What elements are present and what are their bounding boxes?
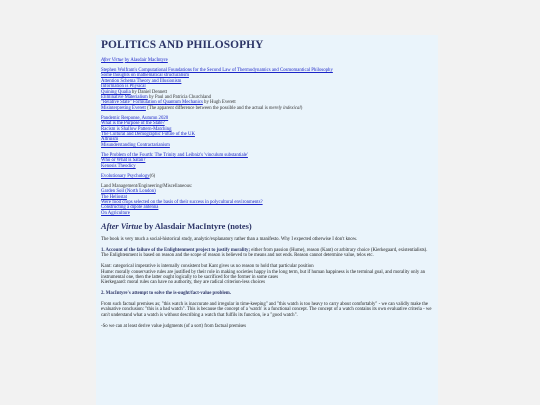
page-content (96, 35, 438, 405)
food-crops-link[interactable]: Were food crops selected on the basis of their success in polycultural environments? (101, 199, 263, 205)
list-item-suffix: (The apparent difference between the possible and the actual is (145, 105, 270, 111)
racism-link[interactable]: Racism is Shallow Pattern-Matching (101, 126, 172, 132)
heliostat-link[interactable]: The Heliostat (101, 194, 127, 200)
notes-heading (101, 222, 433, 231)
section2-title: 2. MacIntyre's attempt to solve the is-ought/fact-value problem. (101, 291, 231, 297)
notes-heading-title: After Virtue (101, 222, 143, 232)
philosophy-links (101, 68, 433, 111)
structuralism-link[interactable]: Some thoughts on mathematical structuralism (101, 73, 189, 79)
theology-links (101, 153, 433, 169)
pandemic-link[interactable]: Pandemic Response, Autumn 2020 (101, 115, 169, 121)
list-item (101, 211, 433, 216)
section2-paragraph: From such factual premises as; "this watch is inaccurate and irregular in time-keeping" and "this watch is too heavy to carry about comfortably" - we can validly make the evaluative conclusion: "this is a bad watch". This is because the concept of a 'watch' is a functional concept. The concept of a watch contains its own evaluative criteria - we can't understand what a watch is without describing a watch that fulfils its function, ie a "good watch". (101, 301, 432, 318)
intro-paragraph: The book is very much a social-historical study, analytic/explanatory rather than a manifesto. Why I expected otherwise I don't know. (101, 237, 358, 243)
misc-links (101, 184, 433, 216)
altruism-link[interactable]: Altruism (101, 137, 119, 143)
kant-line: Kant: categorical imperative is internally consistent but Kant gives us no reason to hold that particular position (101, 264, 314, 270)
trinity-link[interactable]: The Problem of the Fourth: The Trinity and Leibniz's 'vinculum substantiale' (101, 152, 248, 158)
section2-tail: -So we can at least derive value judgments (of a sort) from factual premises (101, 323, 247, 329)
list-item-suffix-italic: merely indexical (269, 105, 301, 111)
misc-label: Land Management/Engineering/Miscellaneous: (101, 183, 193, 189)
uk-future-link[interactable]: The Cultural and Demographic Future of the UK (101, 132, 195, 138)
state-purpose-link[interactable]: What is the Purpose of the State? (101, 121, 165, 127)
section1-philosophers (101, 264, 433, 286)
wolfram-link[interactable]: Stephen Wolfram's Computational Foundations for the Second Law of Thermodynamics and Cosmomantical Philosophy (101, 68, 333, 73)
politics-links (101, 116, 433, 148)
list-item (101, 143, 433, 148)
contractarianism-link[interactable]: Misunderstanding Contractarianism (101, 142, 170, 148)
garden-soil-link[interactable]: Garden Soil (North London) (101, 189, 156, 195)
dipole-antenna-link[interactable]: Constructing a dipole antenna (101, 205, 159, 211)
section1-text: either from passion (Hume), reason (Kant) or arbitrary choice (Kierkegaard, existentialists). The Enlightenment is based on reason and the scope of reason is believed to be means and not ends. Reason cannot determine value, telos etc. (101, 247, 428, 259)
kenosis-link[interactable]: Kenosis Theodicy (101, 163, 136, 169)
satan-link[interactable]: Who or What is Satan? (101, 158, 146, 164)
eliminative-materialism-link[interactable]: Eliminative Materialism (101, 95, 148, 101)
list-item-suffix: by Hugh Everett (202, 100, 236, 106)
section1-title: 1. Account of the failure of the Enlightenment project to justify morality; (101, 247, 251, 253)
list-item-suffix: by Paul and Patricia Churchland (147, 95, 212, 101)
after-virtue-author-link[interactable]: by Alasdair MacIntyre (124, 58, 168, 63)
information-physical-link[interactable]: Information is Physical (101, 84, 146, 90)
quining-qualia-link[interactable]: Quining Qualia (101, 89, 131, 95)
notes-heading-rest: by Alasdair MacIntyre (notes) (142, 222, 252, 232)
list-item-suffix-end: ) (300, 105, 303, 111)
page-title: POLITICS AND PHILOSOPHY (101, 39, 264, 51)
list-item (101, 106, 433, 111)
list-item-suffix: by Daniel Dennett (130, 89, 168, 95)
top-link-row (101, 58, 433, 63)
evolution-links (101, 174, 433, 179)
misinterpreting-everett-link[interactable]: Misinterpreting Everett (101, 105, 146, 111)
kierkegaard-line: Kierkegaard: moral rules can have no authority, they are radical criterion-less choices (101, 280, 266, 286)
evo-psych-link[interactable]: Evolutionary Psychology (101, 173, 150, 179)
relative-state-link[interactable]: "Relative State" Formulation of Quantum Mechanics (101, 100, 203, 106)
after-virtue-link[interactable]: After Virtue (101, 58, 124, 63)
agriculture-link[interactable]: On Agriculture (101, 210, 130, 216)
list-item (101, 174, 433, 179)
list-item-suffix: (6) (149, 173, 156, 179)
hume-line: Hume: morally conservative rules are justified by their role in making societies happy in the long term, but if human happiness is the terminal goal, and morality only an instrumental one, then the latter ought logically to be sacrificed for the former in some cases (101, 269, 425, 280)
attention-schema-link[interactable]: Attention Schema Theory and Illusionism (101, 78, 182, 84)
list-item (101, 164, 433, 169)
section1-paragraph (101, 248, 433, 259)
notes-body (101, 237, 433, 329)
